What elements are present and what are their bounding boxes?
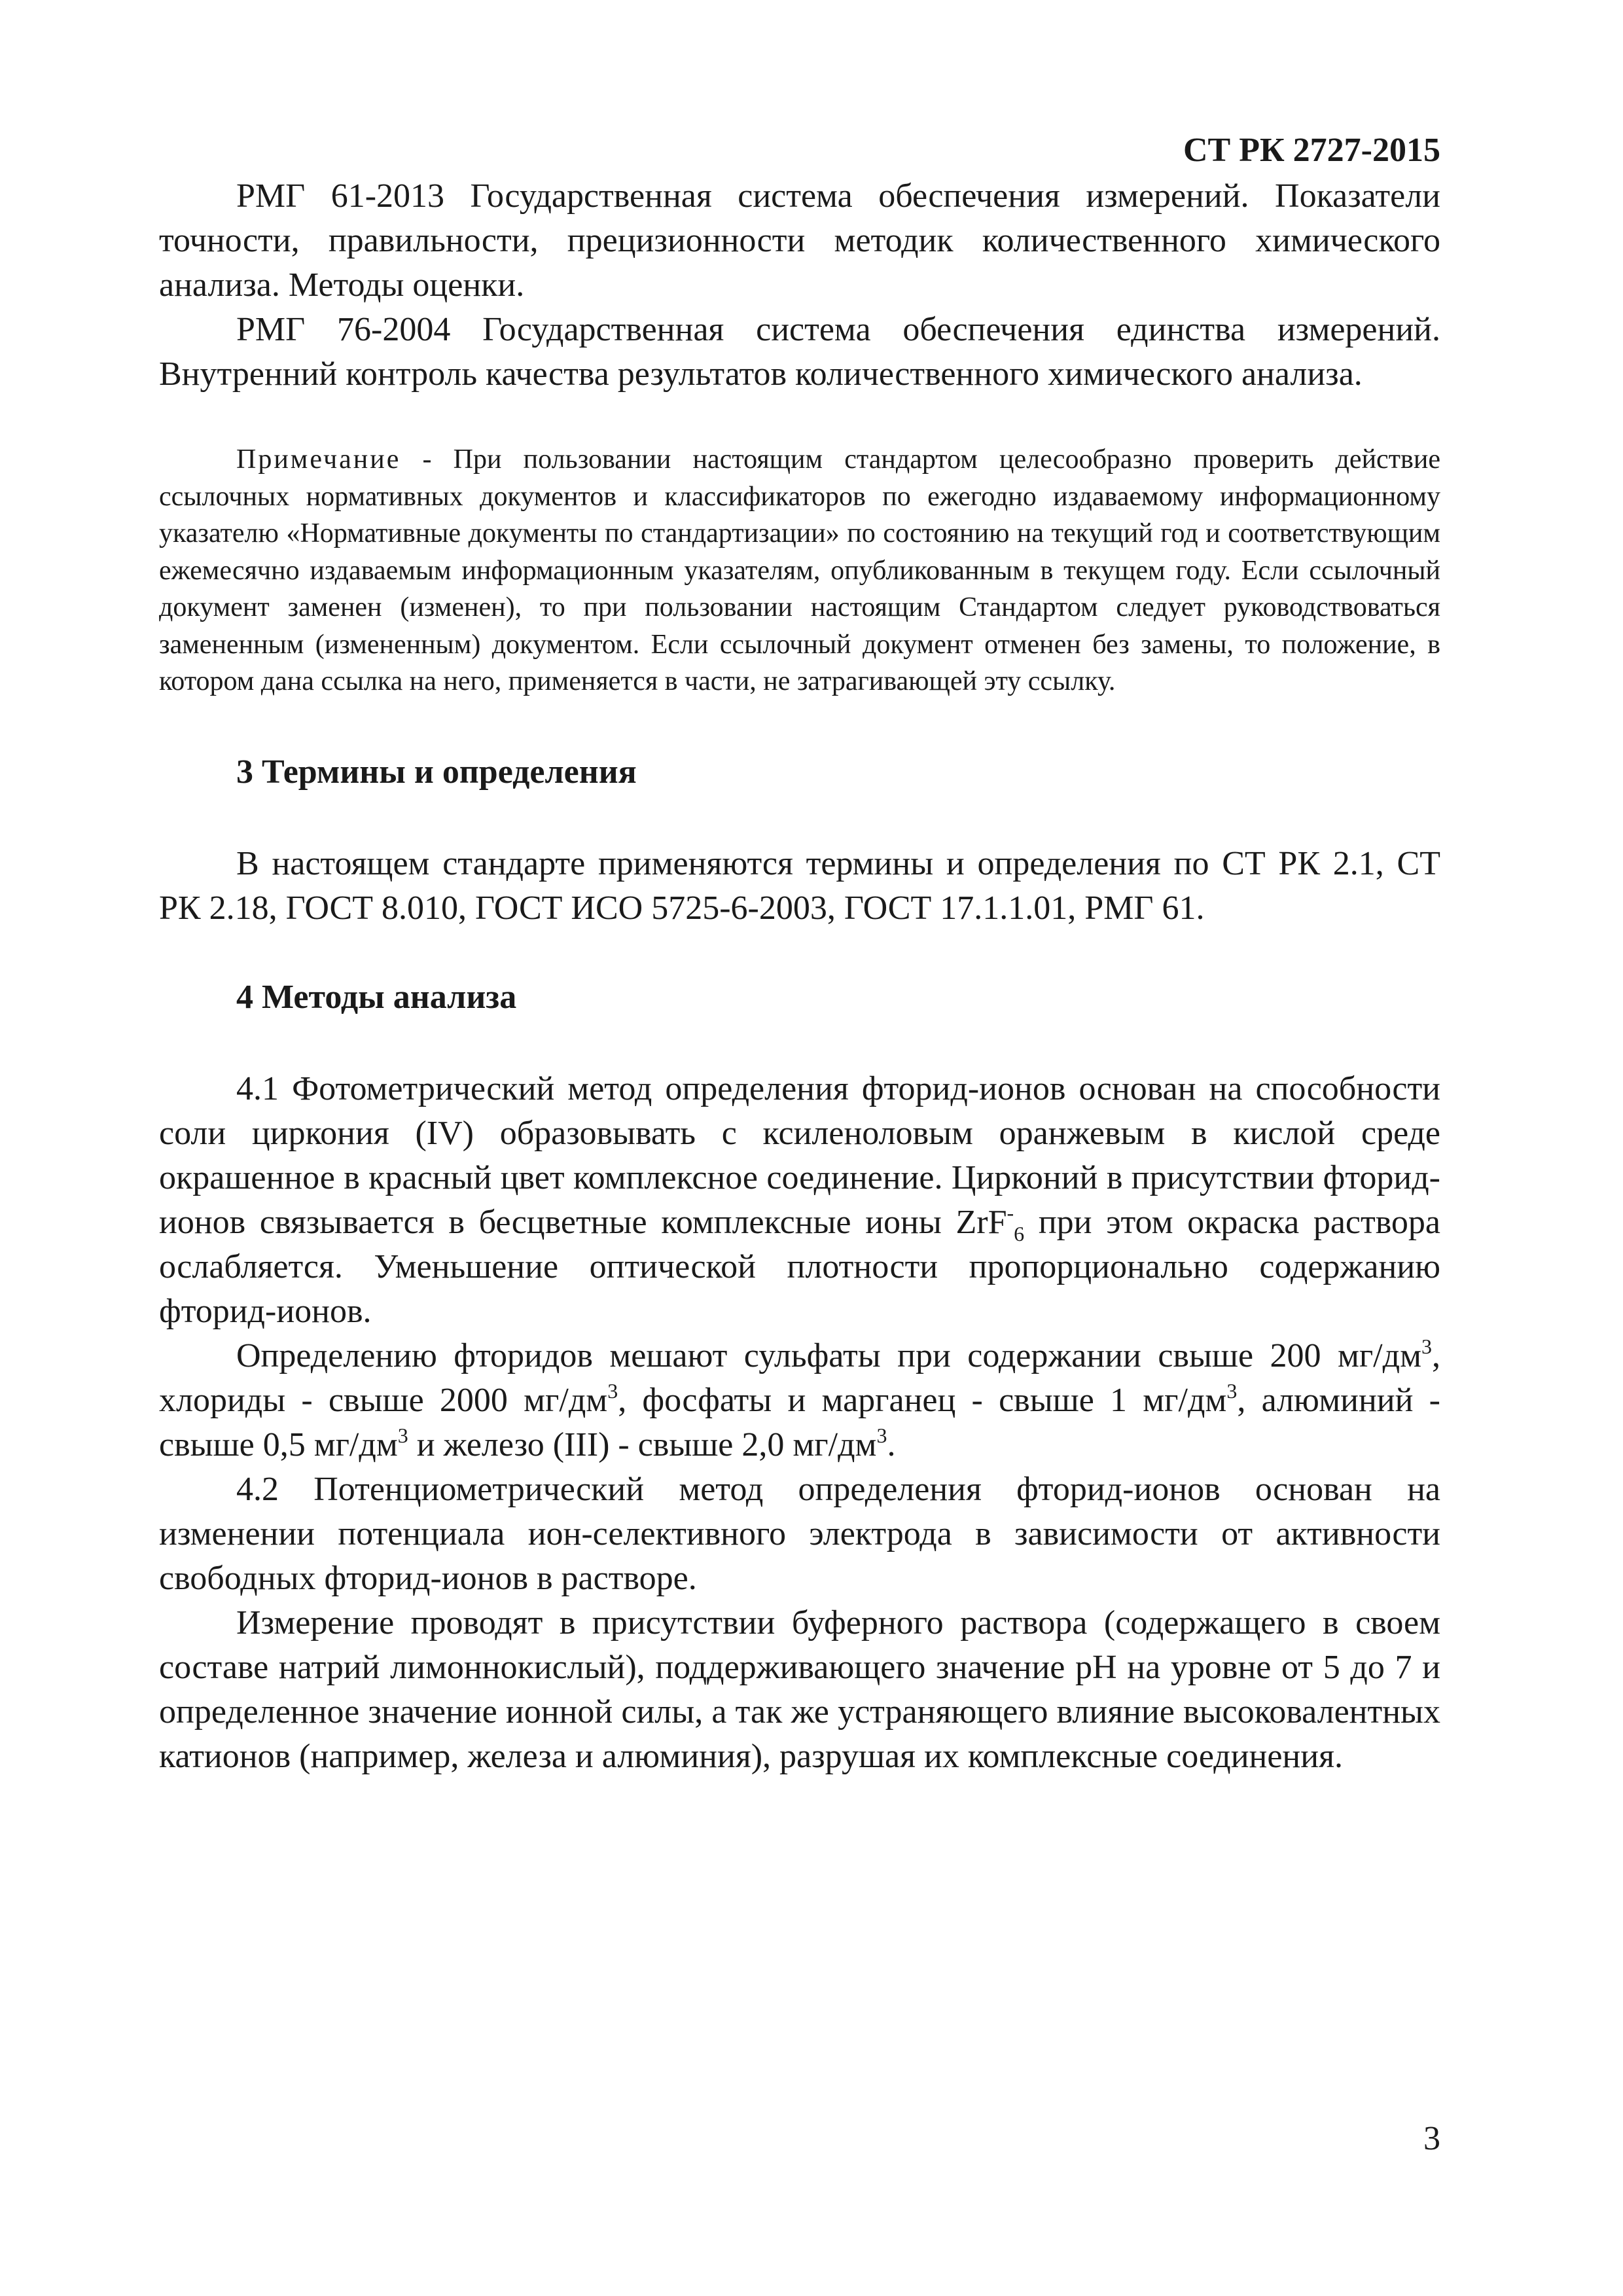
reference-rmg-61: РМГ 61-2013 Государственная система обеспечения измерений. Показатели точности, правильности, прецизионности методик количественного химического анализа. Методы оценки. [159,177,1440,304]
document-page [159,131,1440,1779]
superscript-minus: - [1007,1200,1014,1225]
reference-rmg-76: РМГ 76-2004 Государственная система обеспечения единства измерений. Внутренний контроль качества результатов количественного химического анализа. [159,311,1440,393]
section-3-heading: 3 Термины и определения [236,753,637,791]
note-paragraph [159,441,1440,700]
paragraph-4-1: 4.1 Фотометрический метод определения фторид-ионов основан на способности соли циркония (IV) образовывать с ксиленоловым оранжевым в кислой среде окрашенное в красный цвет комплексное соединение. Цирконий в присутствии фторид-ионов связывается в бесцветные комплексные ионы ZrF-$_6$ при этом окраска раствора ослабляется. Уменьшение оптической плотности пропорционально содержанию фторид-ионов. [159,1069,1441,1330]
subscript-six: 6 [1014,1221,1025,1246]
interference-paragraph: Определению фторидов мешают сульфаты при содержании свыше 200 $мг/дм^3$, хлориды - свыше 2000 $мг/дм^3$, фосфаты и марганец - свыше 1 $мг/дм^3$, алюминий - свыше 0,5 $мг/дм^3$ и железо (III) - свыше 2,0 $мг/дм^3$. [159,1334,1440,1463]
paragraph-4-2: 4.2 Потенциометрический метод определения фторид-ионов основан на изменении потенциала ион-селективного электрода в зависимости от активности свободных фторид-ионов в растворе. [159,1470,1440,1597]
buffer-paragraph: Измерение проводят в присутствии буферного раствора (содержащего в своем составе натрий лимоннокислый), поддерживающего значение pH на уровне от 5 до 7 и определенное значение ионной силы, а так же устраняющего влияние высоковалентных катионов (например, железа и алюминия), разрушая их комплексные соединения. [159,1604,1440,1775]
note-label: Примечание [236,444,401,475]
note-text: - При пользовании настоящим стандартом целесообразно проверить действие ссылочных нормативных документов и классификаторов по ежегодно издаваемому информационному указателю «Нормативные документы по стандартизации» по состоянию на текущий год и соответствующим ежемесячно издаваемым информационным указателям, опубликованным в текущем году. Если ссылочный документ заменен (изменен), то при пользовании настоящим Стандартом следует руководствоваться замененным (измененным) документом. Если ссылочный документ отменен без замены, то положение, в котором дана ссылка на него, применяется в части, не затрагивающей эту ссылку. [159,444,1440,696]
page-number: 3 [1423,2120,1440,2157]
section-3-text: В настоящем стандарте применяются термины и определения по СТ РК 2.1, СТ РК 2.18, ГОСТ 8.010, ГОСТ ИСО 5725-6-2003, ГОСТ 17.1.1.01, РМГ 61. [159,844,1440,927]
document-code: СТ РК 2727-2015 [1183,132,1440,169]
section-4-heading: 4 Методы анализа [236,978,517,1016]
